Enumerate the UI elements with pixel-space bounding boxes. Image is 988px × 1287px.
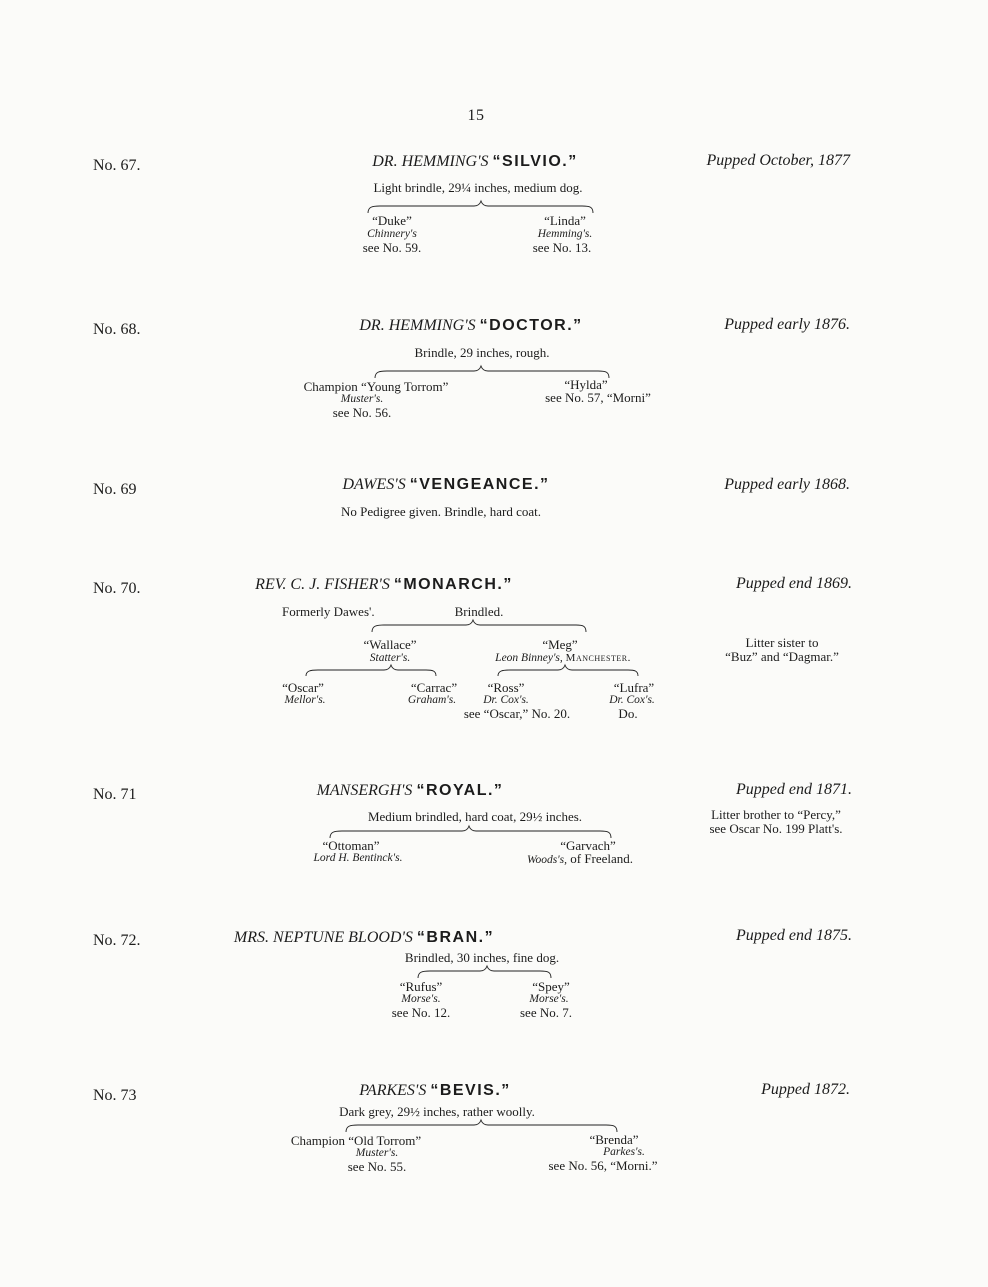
dam-breeder bbox=[527, 851, 633, 867]
owner-name: MRS. NEPTUNE BLOOD'S bbox=[233, 929, 413, 946]
dam-dam-ref: Do. bbox=[618, 706, 638, 721]
dam-name: “Meg” bbox=[542, 637, 578, 652]
dam-breeder: Parkes's. bbox=[603, 1146, 645, 1158]
entry-title bbox=[372, 153, 578, 171]
entry-title bbox=[359, 317, 582, 335]
pupped-date: Pupped 1872. bbox=[761, 1081, 850, 1098]
dog-description: Dark grey, 29½ inches, rather woolly. bbox=[339, 1104, 535, 1119]
dam-breeder-name: Leon Binney's, bbox=[495, 652, 563, 664]
entry-title bbox=[255, 576, 513, 594]
pupped-date: Pupped early 1868. bbox=[724, 476, 850, 493]
sire-name: “Rufus” bbox=[399, 979, 443, 994]
dam-breeder bbox=[495, 652, 631, 664]
pupped-date: Pupped early 1876. bbox=[724, 316, 850, 333]
entry-title bbox=[317, 782, 504, 800]
dam-ref: see No. 13. bbox=[532, 240, 592, 255]
page-number: 15 bbox=[467, 107, 485, 124]
sire-ref: see No. 59. bbox=[362, 240, 422, 255]
dam-ref: see No. 7. bbox=[520, 1005, 572, 1020]
entry-number: No. 71 bbox=[93, 786, 137, 803]
dam-breeder: Hemming's. bbox=[537, 228, 593, 240]
sire-ref: see No. 56. bbox=[332, 405, 392, 420]
dog-name: “BRAN.” bbox=[416, 929, 495, 946]
owner-name: REV. C. J. FISHER'S bbox=[255, 576, 390, 593]
note-line: “Buz” and “Dagmar.” bbox=[725, 649, 839, 664]
sire-name: Champion “Old Torrom” bbox=[290, 1133, 422, 1148]
pupped-date: Pupped end 1875. bbox=[736, 927, 852, 944]
sire-breeder: Muster's. bbox=[340, 393, 384, 405]
sire-breeder: Muster's. bbox=[355, 1147, 399, 1159]
owner-name: DAWES'S bbox=[342, 476, 406, 493]
pupped-date: Pupped October, 1877 bbox=[706, 152, 850, 169]
sire-sire-breeder: Mellor's. bbox=[284, 694, 326, 706]
sire-breeder: Lord H. Bentinck's. bbox=[313, 852, 403, 864]
dog-description: Light brindle, 29¼ inches, medium dog. bbox=[373, 180, 583, 195]
sire-name: “Ottoman” bbox=[322, 838, 380, 853]
owner-name: DR. HEMMING'S bbox=[359, 317, 476, 334]
litter-note bbox=[709, 808, 842, 836]
dam-name: “Hylda” bbox=[564, 377, 608, 392]
sire-name: Champion “Young Torrom” bbox=[303, 379, 449, 394]
dam-ref: see No. 57, “Morni” bbox=[545, 390, 651, 405]
owner-name: MANSERGH'S bbox=[316, 782, 413, 799]
dam-breeder: Morse's. bbox=[529, 993, 569, 1005]
sire-breeder: Statter's. bbox=[369, 652, 411, 664]
dog-name: “DOCTOR.” bbox=[479, 317, 583, 334]
entry-number: No. 67. bbox=[93, 157, 141, 174]
entry-number: No. 72. bbox=[93, 932, 141, 949]
pupped-date: Pupped end 1871. bbox=[736, 781, 852, 798]
dog-name: “MONARCH.” bbox=[393, 576, 513, 593]
entry-number: No. 69 bbox=[93, 481, 137, 498]
entry-title bbox=[234, 929, 494, 947]
pupped-date: Pupped end 1869. bbox=[736, 575, 852, 592]
entry-title bbox=[359, 1082, 511, 1100]
litter-note bbox=[725, 636, 839, 664]
dam-place: Manchester. bbox=[565, 652, 631, 664]
sire-name: “Duke” bbox=[372, 213, 412, 228]
dam-ref: see No. 56, “Morni.” bbox=[548, 1158, 658, 1173]
dam-name: “Brenda” bbox=[589, 1132, 639, 1147]
dam-dam-breeder: Dr. Cox's. bbox=[609, 694, 655, 706]
dog-name: “SILVIO.” bbox=[492, 153, 578, 170]
entry-number: No. 70. bbox=[93, 580, 141, 597]
dog-description: Medium brindled, hard coat, 29½ inches. bbox=[367, 809, 583, 824]
dam-breeder-name: Woods's, bbox=[526, 854, 567, 866]
dog-name: “VENGEANCE.” bbox=[409, 476, 550, 493]
dog-description: No Pedigree given. Brindle, hard coat. bbox=[341, 504, 541, 519]
owner-name: DR. HEMMING'S bbox=[372, 153, 489, 170]
dam-sire-ref: see “Oscar,” No. 20. bbox=[463, 706, 571, 721]
note-line: see Oscar No. 199 Platt's. bbox=[709, 821, 843, 836]
dam-place: of Freeland. bbox=[570, 851, 634, 866]
sire-sire-name: “Oscar” bbox=[282, 680, 324, 695]
entry-number: No. 68. bbox=[93, 321, 141, 338]
dog-description: Brindle, 29 inches, rough. bbox=[414, 345, 550, 360]
dog-description: Brindled. bbox=[454, 604, 504, 619]
sire-breeder: Chinnery's bbox=[367, 228, 417, 240]
sire-breeder: Morse's. bbox=[401, 993, 441, 1005]
dog-description: Brindled, 30 inches, fine dog. bbox=[404, 950, 560, 965]
dog-former-owner: Formerly Dawes'. bbox=[282, 604, 375, 619]
entry-number: No. 73 bbox=[93, 1087, 137, 1104]
dam-sire-breeder: Dr. Cox's. bbox=[483, 694, 529, 706]
dog-name: “ROYAL.” bbox=[416, 782, 504, 799]
sire-dam-breeder: Graham's. bbox=[407, 694, 457, 706]
note-line: Litter sister to bbox=[745, 635, 819, 650]
owner-name: PARKES'S bbox=[359, 1082, 427, 1099]
note-line: Litter brother to “Percy,” bbox=[711, 807, 841, 822]
dam-sire-name: “Ross” bbox=[487, 680, 525, 695]
dam-name: “Garvach” bbox=[560, 838, 616, 853]
dog-name: “BEVIS.” bbox=[430, 1082, 511, 1099]
dam-name: “Spey” bbox=[532, 979, 570, 994]
sire-name: “Wallace” bbox=[363, 637, 417, 652]
sire-ref: see No. 55. bbox=[347, 1159, 407, 1174]
dam-dam-name: “Lufra” bbox=[613, 680, 655, 695]
entry-title bbox=[342, 476, 549, 494]
sire-dam-name: “Carrac” bbox=[410, 680, 458, 695]
sire-ref: see No. 12. bbox=[391, 1005, 451, 1020]
dam-name: “Linda” bbox=[544, 213, 586, 228]
